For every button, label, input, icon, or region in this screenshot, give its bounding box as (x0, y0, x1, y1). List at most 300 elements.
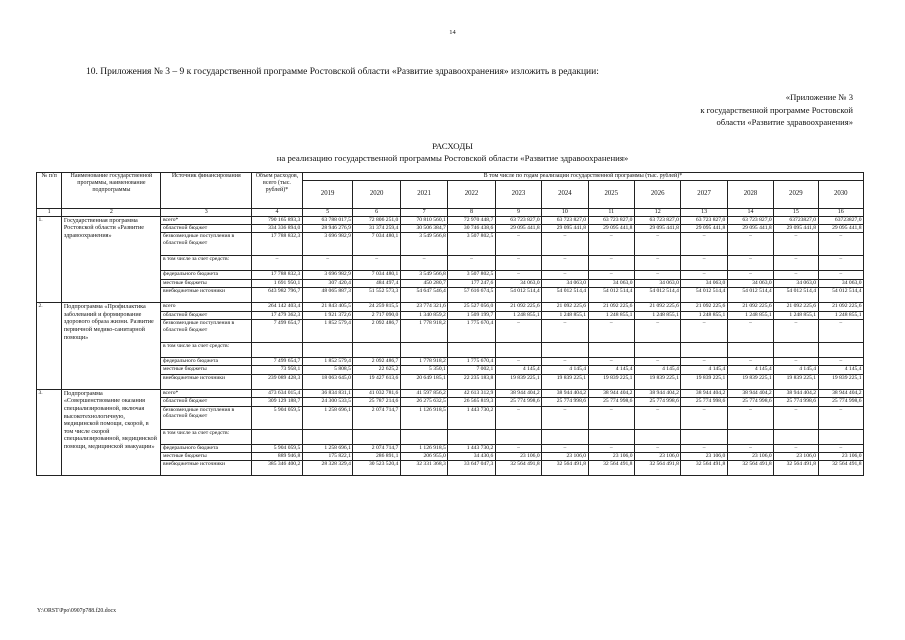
program-name: Подпрограмма «Профилактика заболеваний и формирование здорового образа жизни. Развитие первичной медико-санитарной помощи» (62, 303, 161, 390)
year-amount: 54 012 514,4 (634, 288, 680, 303)
year-amount: 25 774 998,6 (634, 398, 680, 406)
year-amount: 25 774 998,6 (818, 398, 864, 406)
appendix-line-1: «Приложение № 3 (785, 92, 853, 102)
year-amount: 1 258 696,1 (302, 406, 353, 429)
table-row (37, 374, 864, 389)
year-amount: 5 808,5 (302, 366, 353, 374)
year-amount: – (774, 233, 818, 256)
year-amount (727, 429, 773, 444)
year-amount: 34 063,0 (681, 279, 727, 287)
year-amount: 29 095 441,8 (634, 224, 680, 232)
program-name: Государственная программа Ростовской области «Развитие здравоохранения» (62, 216, 161, 303)
year-amount: 21 092 225,6 (774, 303, 818, 311)
total-amount: 5 904 059,5 (252, 444, 303, 452)
year-amount: – (681, 357, 727, 365)
year-amount: – (774, 444, 818, 452)
total-amount (252, 342, 303, 357)
year-amount: – (588, 271, 634, 279)
year-amount: – (818, 406, 864, 429)
year-amount: 7 002,1 (448, 366, 495, 374)
year-amount: – (634, 233, 680, 256)
year-amount: 1 775 670,4 (448, 357, 495, 365)
table-row (37, 342, 864, 357)
year-amount (542, 429, 588, 444)
header-source: Источник финансирования (161, 173, 252, 209)
year-amount: 1 852 579,4 (302, 319, 353, 342)
year-amount: 63723827,0 (774, 216, 818, 224)
year-amount: 70 810 560,1 (400, 216, 447, 224)
column-number: 1 (37, 208, 62, 216)
year-amount: 1 248 855,1 (727, 311, 773, 319)
year-amount: 30 746 438,6 (448, 224, 495, 232)
year-amount: 31 374 259,4 (353, 224, 400, 232)
table-row (37, 279, 864, 287)
year-amount (634, 342, 680, 357)
funding-source: местные бюджеты (161, 452, 252, 460)
year-amount: 41 597 856,2 (400, 389, 447, 397)
funding-source: внебюджетные источники (161, 461, 252, 476)
year-amount: – (681, 444, 727, 452)
year-amount: – (353, 256, 400, 271)
year-amount: 32 564 491,8 (495, 461, 541, 476)
year-amount: 30 506 384,7 (400, 224, 447, 232)
column-number: 2 (62, 208, 161, 216)
year-amount: 1 248 855,1 (588, 311, 634, 319)
year-amount: 38 944 404,2 (495, 389, 541, 397)
year-amount: – (634, 406, 680, 429)
year-amount: 25 774 998,6 (588, 398, 634, 406)
total-amount: 790 165 893,3 (252, 216, 303, 224)
column-number: 14 (727, 208, 773, 216)
year-amount: 36 834 831,1 (302, 389, 353, 397)
year-amount: – (634, 256, 680, 271)
funding-source: в том числе за счет средств: (161, 429, 252, 444)
year-amount: 25 774 998,6 (774, 398, 818, 406)
funding-source: федерального бюджета (161, 357, 252, 365)
year-amount: – (634, 444, 680, 452)
year-amount: 54 012 514,4 (774, 288, 818, 303)
year-amount: – (588, 256, 634, 271)
year-amount: – (818, 256, 864, 271)
year-amount: – (495, 406, 541, 429)
year-amount: 4 145,4 (681, 366, 727, 374)
year-amount: 23 106,0 (588, 452, 634, 460)
year-amount: 38 944 404,2 (727, 389, 773, 397)
file-path-footer: Y:\ORST\Ppo\0907p788.f20.docx (37, 608, 117, 614)
year-amount (588, 342, 634, 357)
funding-source: безвозмездные поступления в областной бюджет (161, 406, 252, 429)
year-amount: – (727, 319, 773, 342)
year-amount: 1 852 579,4 (302, 357, 353, 365)
year-amount: 54 012 514,4 (495, 288, 541, 303)
header-year: 2021 (400, 180, 447, 208)
year-amount: 57 616 674,5 (448, 288, 495, 303)
total-amount: 17 788 832,3 (252, 233, 303, 256)
year-amount: 1 775 670,4 (448, 319, 495, 342)
column-number: 7 (400, 208, 447, 216)
header-total: Объем расходов, всего (тыс. рублей)* (252, 173, 303, 209)
appendix-line-2: к государственной программе Ростовской (700, 104, 853, 115)
year-amount: 34 063,0 (588, 279, 634, 287)
year-amount: 21 092 225,6 (495, 303, 541, 311)
year-amount: – (681, 233, 727, 256)
year-amount: 38 944 404,2 (634, 389, 680, 397)
year-amount (774, 429, 818, 444)
header-year: 2024 (542, 180, 588, 208)
year-amount: 19 839 225,1 (634, 374, 680, 389)
intro-paragraph: 10. Приложения № 3 – 9 к государственной программе Ростовской области «Развитие здравоохранения» изложить в редакции: (86, 67, 599, 77)
year-amount: 3 696 982,9 (302, 271, 353, 279)
header-year: 2020 (353, 180, 400, 208)
year-amount: 7 034 480,1 (353, 271, 400, 279)
column-number: 4 (252, 208, 303, 216)
year-amount: 25 774 998,6 (727, 398, 773, 406)
year-amount (681, 429, 727, 444)
year-amount: 23 106,0 (634, 452, 680, 460)
funding-source: федерального бюджета (161, 444, 252, 452)
header-year: 2027 (681, 180, 727, 208)
year-amount: 1 248 855,1 (495, 311, 541, 319)
year-amount: 63 723 827,0 (542, 216, 588, 224)
year-amount: 21 092 225,6 (727, 303, 773, 311)
year-amount: 54 012 514,4 (681, 288, 727, 303)
funding-source: в том числе за счет средств: (161, 256, 252, 271)
year-amount: 23 106,0 (495, 452, 541, 460)
total-amount: 643 982 796,7 (252, 288, 303, 303)
year-amount: 34 063,0 (634, 279, 680, 287)
year-amount: – (542, 357, 588, 365)
year-amount: 1 778 918,2 (400, 319, 447, 342)
year-amount: 1 509 199,7 (448, 311, 495, 319)
year-amount: 26 275 632,5 (400, 398, 447, 406)
year-amount (542, 342, 588, 357)
column-number: 12 (634, 208, 680, 216)
total-amount (252, 429, 303, 444)
table-row (37, 233, 864, 256)
year-amount: 21 843 405,5 (302, 303, 353, 311)
year-amount: 24 259 815,5 (353, 303, 400, 311)
year-amount: 25 774 998,6 (681, 398, 727, 406)
column-number: 10 (542, 208, 588, 216)
funding-source: в том числе за счет средств: (161, 342, 252, 357)
year-amount: – (542, 271, 588, 279)
funding-source: всего (161, 303, 252, 311)
year-amount: 21 092 225,6 (818, 303, 864, 311)
year-amount (588, 429, 634, 444)
funding-source: всего* (161, 389, 252, 397)
year-amount: 72 970 448,7 (448, 216, 495, 224)
year-amount: 21 092 225,6 (681, 303, 727, 311)
header-num: № п/п (37, 173, 62, 209)
year-amount (727, 342, 773, 357)
year-amount: – (727, 357, 773, 365)
year-amount: – (495, 444, 541, 452)
year-amount: 34 430,6 (448, 452, 495, 460)
table-row (37, 357, 864, 365)
year-amount: 54 012 514,4 (727, 288, 773, 303)
year-amount: 23 774 321,6 (400, 303, 447, 311)
header-year: 2026 (634, 180, 680, 208)
year-amount: – (495, 271, 541, 279)
year-amount: 19 839 225,1 (818, 374, 864, 389)
year-amount: 23 106,0 (681, 452, 727, 460)
year-amount (448, 429, 495, 444)
year-amount: 18 063 645,0 (302, 374, 353, 389)
total-amount: 473 634 015,4 (252, 389, 303, 397)
table-row (37, 271, 864, 279)
year-amount: – (400, 256, 447, 271)
year-amount: 34 063,0 (774, 279, 818, 287)
year-amount: 19 427 613,6 (353, 374, 400, 389)
year-amount: 1 248 855,1 (774, 311, 818, 319)
appendix-caption (700, 91, 853, 129)
column-number: 15 (774, 208, 818, 216)
expenses-table (36, 172, 864, 476)
year-amount (818, 429, 864, 444)
year-amount: 51 552 573,3 (353, 288, 400, 303)
year-amount: 1 340 859,2 (400, 311, 447, 319)
year-amount: 29 095 441,8 (681, 224, 727, 232)
year-amount (818, 342, 864, 357)
table-row (37, 288, 864, 303)
year-amount: 32 564 491,8 (774, 461, 818, 476)
year-amount: 450 280,7 (400, 279, 447, 287)
year-amount: – (588, 444, 634, 452)
year-amount: – (727, 444, 773, 452)
year-amount: – (588, 406, 634, 429)
year-amount: 32 564 491,8 (542, 461, 588, 476)
table-row (37, 366, 864, 374)
year-amount: 2 074 714,7 (353, 406, 400, 429)
year-amount: 3 549 566,8 (400, 271, 447, 279)
year-amount: 3 549 566,8 (400, 233, 447, 256)
year-amount: 30 523 520,4 (353, 461, 400, 476)
year-amount: 38 944 404,2 (588, 389, 634, 397)
year-amount: – (774, 256, 818, 271)
year-amount: – (542, 233, 588, 256)
year-amount: 34 063,0 (818, 279, 864, 287)
year-amount: 38 944 404,2 (542, 389, 588, 397)
year-amount: 29 095 441,8 (542, 224, 588, 232)
table-row (37, 224, 864, 232)
section-number: 1. (37, 216, 62, 303)
year-amount: – (774, 319, 818, 342)
year-amount: 21 092 225,6 (634, 303, 680, 311)
year-amount: 19 839 225,1 (542, 374, 588, 389)
year-amount: – (634, 271, 680, 279)
year-amount: 21 092 225,6 (588, 303, 634, 311)
year-amount: 54 647 546,4 (400, 288, 447, 303)
year-amount (353, 342, 400, 357)
year-amount: 28 328 329,4 (302, 461, 353, 476)
year-amount: 19 839 225,1 (774, 374, 818, 389)
year-amount: – (774, 357, 818, 365)
year-amount (302, 429, 353, 444)
appendix-line-3: области «Развитие здравоохранения» (716, 117, 853, 127)
year-amount: 63 723 827,0 (727, 216, 773, 224)
year-amount: 4 145,4 (774, 366, 818, 374)
year-amount: 21 092 225,6 (542, 303, 588, 311)
year-amount: 33 647 047,3 (448, 461, 495, 476)
year-amount: 1 258 696,1 (302, 444, 353, 452)
total-amount: 7 499 654,7 (252, 319, 303, 342)
funding-source: областной бюджет (161, 398, 252, 406)
table-row (37, 311, 864, 319)
year-amount: 1 248 855,1 (542, 311, 588, 319)
year-amount: 4 145,4 (634, 366, 680, 374)
section-number: 2. (37, 303, 62, 390)
table-row (37, 303, 864, 311)
total-amount: 1 691 950,1 (252, 279, 303, 287)
year-amount: – (542, 256, 588, 271)
year-amount: 63723827,0 (818, 216, 864, 224)
year-amount: 54 012 514,4 (818, 288, 864, 303)
year-amount: 29 095 441,8 (774, 224, 818, 232)
year-amount: 28 946 276,9 (302, 224, 353, 232)
title-line-1: РАСХОДЫ (432, 141, 473, 151)
total-amount: 889 946,8 (252, 452, 303, 460)
total-amount: 264 142 403,4 (252, 303, 303, 311)
total-amount: 334 336 894,0 (252, 224, 303, 232)
year-amount: – (681, 406, 727, 429)
total-amount: 7 499 654,7 (252, 357, 303, 365)
year-amount: – (542, 406, 588, 429)
year-amount: 175 822,1 (302, 452, 353, 460)
title-line-2: на реализацию государственной программы Ростовской области «Развитие здравоохранения» (276, 153, 629, 163)
year-amount: – (727, 256, 773, 271)
header-year: 2022 (448, 180, 495, 208)
section-number: 3. (37, 389, 62, 476)
year-amount: 1 248 855,1 (634, 311, 680, 319)
table-row (37, 452, 864, 460)
year-amount: – (681, 256, 727, 271)
funding-source: местные бюджеты (161, 279, 252, 287)
funding-source: всего* (161, 216, 252, 224)
year-amount: 3 507 802,5 (448, 233, 495, 256)
year-amount: 25 774 998,6 (495, 398, 541, 406)
year-amount: – (727, 271, 773, 279)
year-amount: 48 065 887,3 (302, 288, 353, 303)
table-row (37, 389, 864, 397)
year-amount: 1 248 855,1 (818, 311, 864, 319)
year-amount: 484 497,4 (353, 279, 400, 287)
column-number: 16 (818, 208, 864, 216)
funding-source: областной бюджет (161, 224, 252, 232)
year-amount: 2 092 486,7 (353, 357, 400, 365)
funding-source: областной бюджет (161, 311, 252, 319)
year-amount: 1 126 918,5 (400, 406, 447, 429)
column-number: 3 (161, 208, 252, 216)
year-amount: 5 350,1 (400, 366, 447, 374)
year-amount: 23 106,0 (727, 452, 773, 460)
funding-source: безвозмездные поступления в областной бюджет (161, 319, 252, 342)
year-amount (400, 429, 447, 444)
year-amount: – (727, 233, 773, 256)
year-amount: 4 145,4 (542, 366, 588, 374)
year-amount: 4 145,4 (495, 366, 541, 374)
year-amount: 1 921 372,6 (302, 311, 353, 319)
year-amount: – (818, 233, 864, 256)
header-year: 2030 (818, 180, 864, 208)
header-year: 2028 (727, 180, 773, 208)
year-amount: 1 248 855,1 (681, 311, 727, 319)
year-amount: 25 774 998,6 (542, 398, 588, 406)
year-amount: 24 300 533,5 (302, 398, 353, 406)
year-amount: 307 420,4 (302, 279, 353, 287)
page-number: 14 (449, 29, 456, 36)
year-amount: 38 944 404,2 (681, 389, 727, 397)
year-amount (400, 342, 447, 357)
header-year: 2029 (774, 180, 818, 208)
year-amount: 4 145,4 (818, 366, 864, 374)
year-amount: 26 565 819,3 (448, 398, 495, 406)
year-amount: 2 092 486,7 (353, 319, 400, 342)
year-amount: 19 839 225,1 (727, 374, 773, 389)
year-amount: 32 564 491,8 (818, 461, 864, 476)
year-amount: 22 625,2 (353, 366, 400, 374)
funding-source: безвозмездные поступления в областной бюджет (161, 233, 252, 256)
year-amount: – (448, 256, 495, 271)
year-amount: – (727, 406, 773, 429)
year-amount: 4 145,4 (727, 366, 773, 374)
table-row (37, 444, 864, 452)
year-amount: – (634, 319, 680, 342)
year-amount: – (588, 319, 634, 342)
column-number: 6 (353, 208, 400, 216)
year-amount: 25 787 214,6 (353, 398, 400, 406)
year-amount: 23 106,0 (818, 452, 864, 460)
table-row (37, 216, 864, 224)
year-amount: 29 095 441,8 (818, 224, 864, 232)
year-amount: – (818, 319, 864, 342)
column-number: 11 (588, 208, 634, 216)
column-number: 5 (302, 208, 353, 216)
year-amount: 32 564 491,8 (681, 461, 727, 476)
year-amount: 3 507 802,5 (448, 271, 495, 279)
total-amount: 73 958,1 (252, 366, 303, 374)
year-amount: 19 839 225,1 (495, 374, 541, 389)
year-amount: 32 564 491,8 (634, 461, 680, 476)
year-amount: 63 723 827,0 (588, 216, 634, 224)
year-amount: 286 891,1 (353, 452, 400, 460)
total-amount: 239 089 428,3 (252, 374, 303, 389)
year-amount: 63 723 827,0 (495, 216, 541, 224)
column-number: 13 (681, 208, 727, 216)
year-amount: 38 944 404,2 (818, 389, 864, 397)
year-amount: 42 613 312,9 (448, 389, 495, 397)
year-amount: 1 443 730,2 (448, 406, 495, 429)
year-amount: 41 032 781,6 (353, 389, 400, 397)
year-amount: 63 723 827,0 (634, 216, 680, 224)
funding-source: федерального бюджета (161, 271, 252, 279)
year-amount: 177 247,6 (448, 279, 495, 287)
year-amount: 7 034 480,1 (353, 233, 400, 256)
year-amount: 1 443 730,2 (448, 444, 495, 452)
year-amount: 32 331 368,3 (400, 461, 447, 476)
total-amount: 17 479 362,3 (252, 311, 303, 319)
year-amount: – (818, 271, 864, 279)
year-amount: 34 063,0 (542, 279, 588, 287)
year-amount: 4 145,4 (588, 366, 634, 374)
year-amount: 1 778 918,2 (400, 357, 447, 365)
year-amount: 2 717 090,0 (353, 311, 400, 319)
table-row (37, 461, 864, 476)
year-amount: 25 527 056,0 (448, 303, 495, 311)
column-number: 8 (448, 208, 495, 216)
year-amount: 63 788 017,5 (302, 216, 353, 224)
year-amount (634, 429, 680, 444)
year-amount: 23 106,0 (542, 452, 588, 460)
